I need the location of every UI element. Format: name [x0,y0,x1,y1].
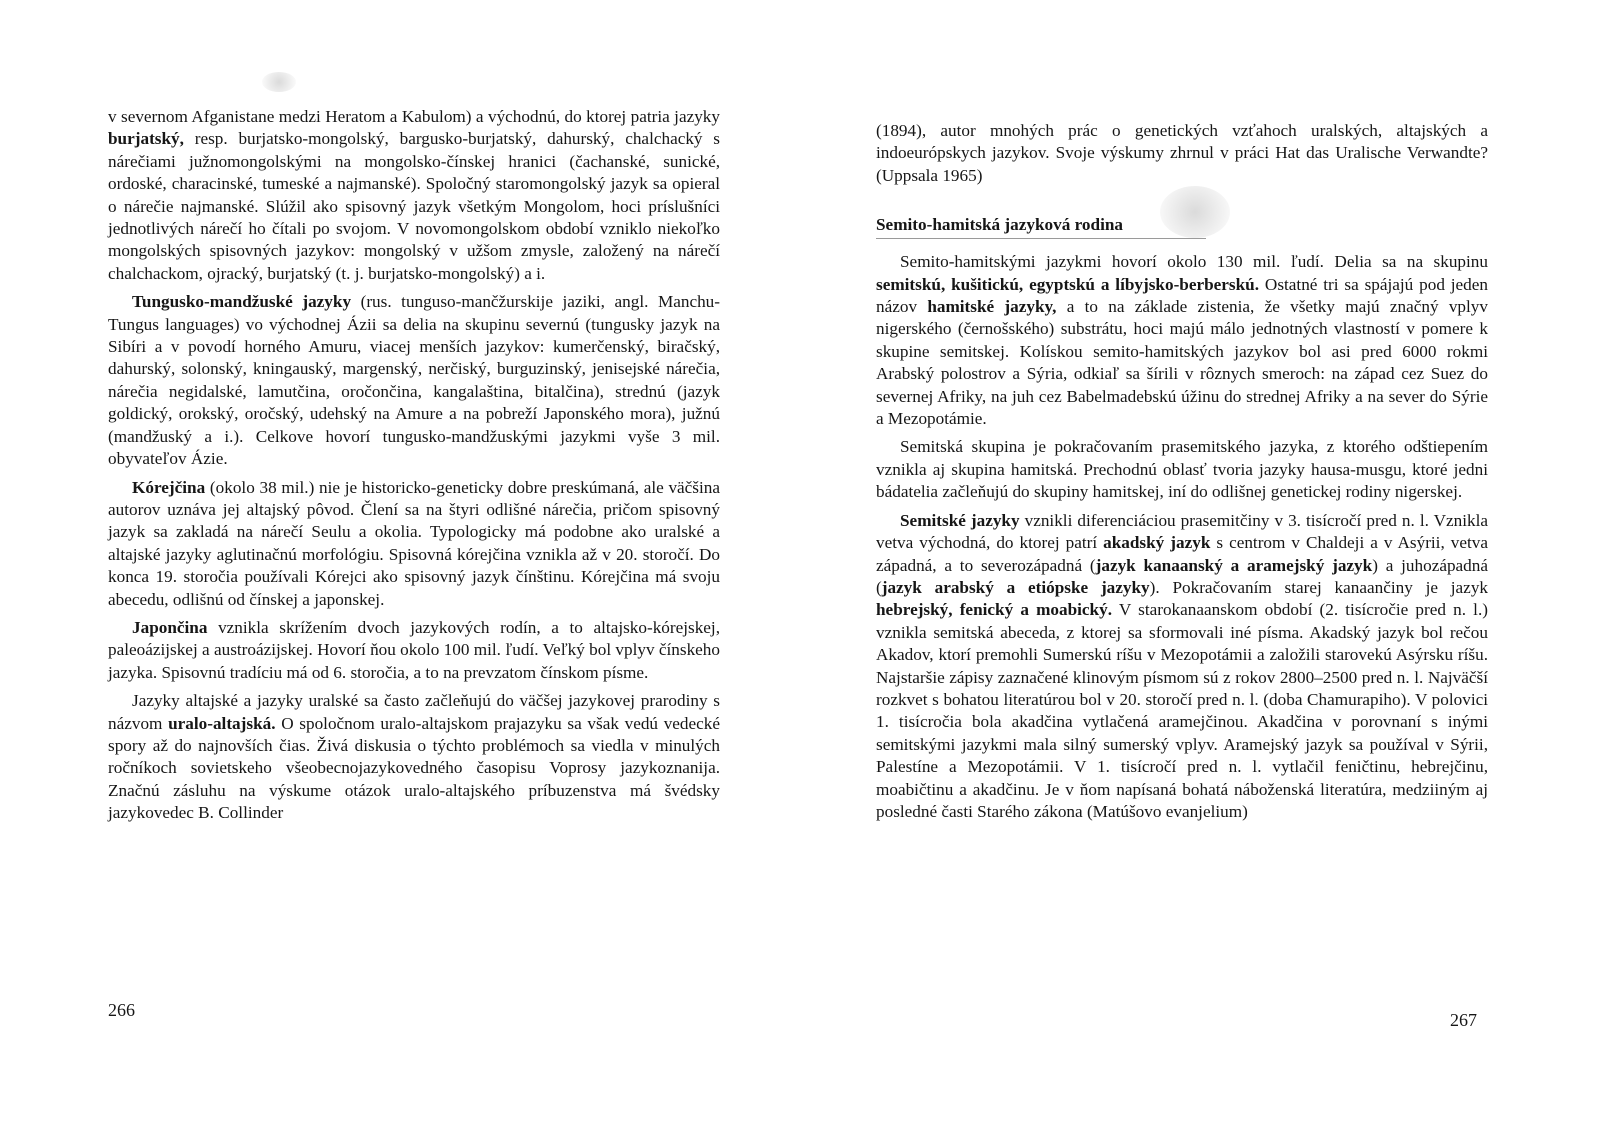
paragraph [108,291,720,470]
text-run: v severnom Afganistane medzi Heratom a Kabulom) a východnú, do ktorej patria jazyky [108,107,720,126]
bold-term: Tungusko-mandžuské jazyky [132,292,352,312]
text-run: s centrom v Chaldeji a v Asýrii, vetva západná, a to severozápadná ( [876,533,1488,575]
left-page [108,106,720,825]
text-run: O spoločnom uralo-altajskom prajazyku sa však vedú vedecké spory až do najnovších čias. Živá diskusia o týchto problémoch sa viedla v minulých ročníkoch sovietskeho všeobecnojazykovedného časopisu Voprosy jazykoznanija. Značnú zásluhu na výskume otázok uralo-altajského príbuzenstva má švédsky jazykovedec B. Collinder [108,713,720,823]
bold-term: jazyk arabský a etiópske jazyky [881,577,1150,597]
bold-term: hamitské jazyky, [927,297,1057,317]
scan-smudge [262,72,296,92]
page-number-left: 266 [108,1000,135,1020]
text-run: (rus. tunguso-mančžurskije jaziki, angl. Manchu-Tungus languages) vo východnej Ázii sa delia na skupinu severnú (tungusky jazyk na Sibíri a v povodí horného Amuru, viacej menších jazykov: kumerčenský, biračský, dahurský, solonský, kningauský, margenský, nerčiský, burguzinský, jenisejské nárečia, nárečia negidalské, lamutčina, oročončina, kangalaština, bitalčina), strednú (jazyk goldický, orokský, oročský, udehský na Amure a na pobreží Japonského mora), južnú (mandžuský a i.). Celkove hovorí tungusko-mandžuskými jazykmi vyše 3 mil. obyvateľov Ázie. [108,292,721,469]
paragraph [108,477,720,611]
text-run: Jazyky altajské a jazyky uralské sa často začleňujú do väčšej jazykovej prarodiny s názvom [108,691,720,733]
bold-term: burjatský, [108,129,184,149]
text-run: (okolo 38 mil.) nie je historicko-geneticky dobre preskúmaná, ale väčšina autorov uznáva jej altajský pôvod. Člení sa na štyri odlišné nárečia, pričom spisovný jazyk sa zakladá na nárečí Seulu a okolia. Typologicky má podobne ako uralské a altajské jazyky aglutinačnú morfológiu. Spisovná kórejčina vznikla až v 20. storočí. Do konca 19. storočia používali Kórejci ako spisovný jazyk čínštinu. Kórejčina má svoju abecedu, odlišnú od čínskej a japonskej. [108,477,720,609]
paragraph [108,617,720,684]
text-run: a to na základe zistenia, že všetky majú značný vplyv nigerského (černošského) substrátu, hoci majú málo jednotných vlastností v pomere k skupine semitskej. Kolískou semito-hamitských jazykov bol asi pred 6000 rokmi Arabský polostrov a Sýria, odkiaľ sa šírili v rôznych smeroch: na západ cez Suez do severnej Afriky, na juh cez Babelmadebskú úžinu do strednej Afriky a na sever do Sýrie a Mezopotámie. [876,297,1488,429]
paragraph [876,436,1488,503]
text-run: Semito-hamitskými jazykmi hovorí okolo 130 mil. ľudí. Delia sa na skupinu [900,252,1488,272]
right-page-text [876,120,1488,823]
bold-term: Kórejčina [132,477,206,497]
bold-term: Japončina [132,617,208,637]
bold-term: uralo-altajská. [168,713,276,733]
paragraph [108,106,720,285]
text-run: vznikla skrížením dvoch jazykových rodín, a to altajsko-kórejskej, paleoázijskej a austroázijskej. Hovorí ňou okolo 100 mil. ľudí. Veľký bol vplyv čínskeho jazyka. Spisovnú tradíciu má od 6. storočia, a to na prevzatom čínskom písme. [108,617,720,682]
bold-term: jazyk kanaanský a aramejský jazyk [1095,555,1373,575]
bold-term: Semitské jazyky [900,510,1020,530]
right-page [876,120,1488,823]
text-run: vznikli diferenciáciou prasemitčiny v 3. tisícročí pred n. l. Vznikla vetva východná, do ktorej patrí [876,510,1488,553]
text-run: resp. burjatsko-mongolský, bargusko-burjatský, dahurský, chalchacký s nárečiami južnomongolskými na mongolsko-čínskej hranici (čachanské, sunické, ordoské, characinské, tumeské a najmanské). Spoločný staromongolský jazyk sa opieral o nárečie najmanské. Slúžil ako spisovný jazyk všetkým Mongolom, hoci príslušníci jednotlivých nárečí ho čítali po svojom. V novomongolskom období vzniklo niekoľko mongolských spisovných jazykov: mongolský v užšom zmysle, založený na nárečí chalchackom, ojracký, burjatský (t. j. burjatsko-mongolský) a i. [108,129,720,283]
text-run: ). Pokračovaním starej kanaančiny je jazyk [1149,577,1489,597]
bold-term: semitskú, kušitickú, egyptskú a líbyjsko-berberskú. [876,274,1260,294]
paragraph [108,690,720,824]
section-heading: Semito-hamitská jazyková rodina [876,215,1206,239]
text-run: ) a juhozápadná ( [876,555,1488,597]
bold-term: akadský jazyk [1103,533,1211,553]
left-page-text [108,106,720,825]
page-number-right: 267 [1450,1010,1477,1030]
paragraph [876,251,1488,430]
text-run: (1894), autor mnohých prác o genetických vzťahoch uralských, altajských a indoeurópskych jazykov. Svoje výskumy zhrnul v práci Hat das Uralische Verwandte? (Uppsala 1965) [876,121,1488,185]
bold-term: hebrejský, fenický a moabický. [876,600,1113,620]
text-run: Ostatné tri sa spájajú pod jeden názov [876,274,1489,317]
right-intro-paragraph [876,120,1488,187]
paragraph [876,510,1488,824]
text-run: V starokanaanskom období (2. tisícročie pred n. l.) vznikla semitská abeceda, z ktorej sa sformovali iné písma. Akadský jazyk bol rečou Akadov, ktorí premohli Sumerskú ríšu v Mezopotámii a založili starovekú Asýrsku ríšu. Najstaršie zápisy zaznačené klinovým písmom sú z rokov 2800–2500 pred n. l. Najväčší rozkvet s bohatou literatúrou bol v 20. storočí pred n. l. (doba Chamurapiho). V polovici 1. tisícročia bola akadčina vytlačená aramejčinou. Akadčina v porovnaní s inými semitskými jazykmi mala silný sumerský vplyv. Aramejský jazyk sa používal v Sýrii, Palestíne a Mezopotámii. V 1. tisícročí pred n. l. vytlačil feničtinu, hebrejčinu, moabičtinu a akadčinu. Je v ňom napísaná bohatá náboženská literatúra, medziiným aj posledné časti Starého zákona (Matúšovo evanjelium) [876,600,1488,821]
right-section-body [876,251,1488,823]
text-run: Semitská skupina je pokračovaním prasemitského jazyka, z ktorého odštiepením vznikla aj skupina hamitská. Prechodnú oblasť tvoria jazyky hausa-musgu, ktoré jedni bádatelia začleňujú do skupiny hamitskej, iní do odlišnej genetickej rodiny nigerskej. [876,437,1488,502]
